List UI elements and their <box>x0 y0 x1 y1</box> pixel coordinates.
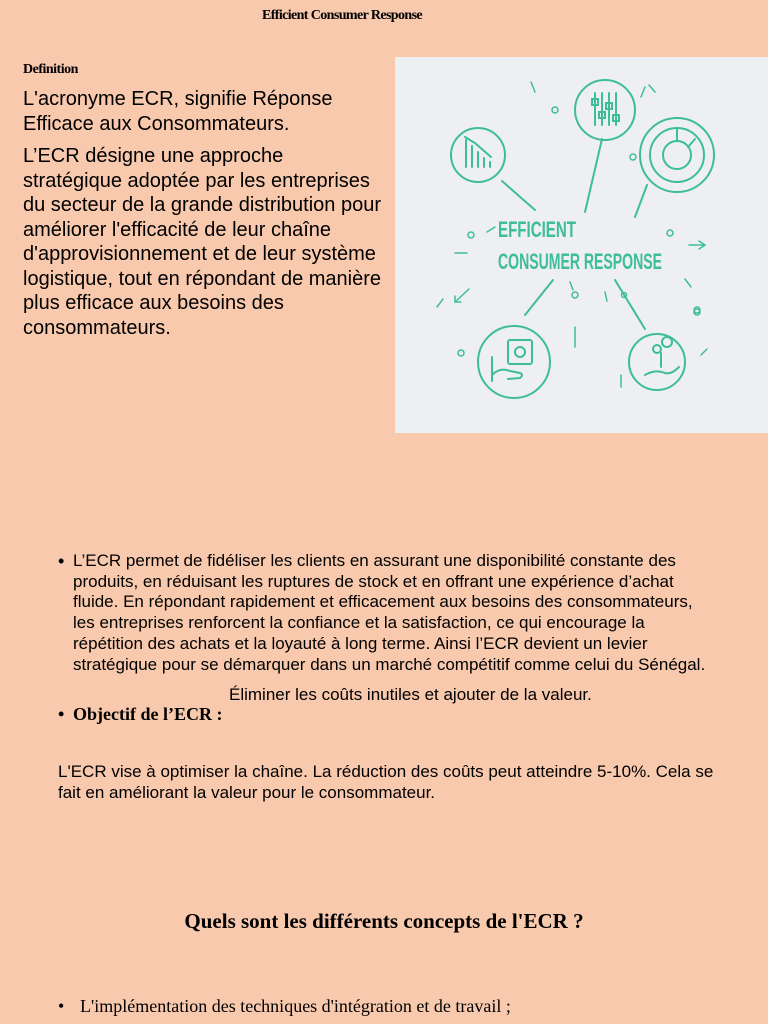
list-item <box>58 551 718 675</box>
bullet-marker: • <box>58 704 65 724</box>
illustration-line-2: CONSUMER RESPONSE <box>498 249 662 274</box>
concepts-heading: Quels sont les différents concepts de l'ECR ? <box>184 909 584 933</box>
definition-paragraph-2: L’ECR désigne une approche stratégique adoptée par les entreprises du secteur de la grande distribution pour améliorer l'efficacité de leur chaîne d'approvisionnement et de leur système logistique, tout en répondant de manière plus efficace aux besoins des consommateurs. <box>23 145 382 339</box>
connector-line <box>502 181 535 210</box>
concept-text: L'implémentation des techniques d'intégration et de travail ; <box>80 996 511 1016</box>
bullet-marker: • <box>58 996 65 1016</box>
bullet-marker: • <box>58 551 65 571</box>
ecr-illustration-svg <box>395 57 768 433</box>
definition-heading: Definition <box>23 62 78 77</box>
pie-chart-icon <box>640 118 714 192</box>
objective-heading: Objectif de l’ECR : <box>73 704 223 724</box>
objective-summary: Éliminer les coûts inutiles et ajouter de la valeur. <box>229 685 592 704</box>
list-item <box>58 996 718 1017</box>
connector-line <box>585 139 602 212</box>
bar-chart-icon <box>451 128 505 182</box>
sliders-icon <box>575 80 635 140</box>
connector-line <box>635 185 647 217</box>
payment-icon <box>478 326 550 398</box>
illustration-line-1: EFFICIENT <box>498 217 577 242</box>
ecr-illustration <box>395 57 768 433</box>
money-growth-icon <box>629 334 685 390</box>
connector-line <box>525 280 553 315</box>
definition-paragraph-1: L'acronyme ECR, signifie Réponse Efficace aux Consommateurs. <box>23 88 333 135</box>
bullet-text: L’ECR permet de fidéliser les clients en assurant une disponibilité constante des produits, en réduisant les ruptures de stock et en offrant une expérience d’achat fluide. En répondant rapidement et efficacement aux besoins des consommateurs, les entreprises renforcent la confiance et la satisfaction, ce qui encourage la répétition des achats et la loyauté à long terme. Ainsi l’ECR devient un levier stratégique pour se démarquer dans un marché compétitif comme celui du Sénégal. <box>73 551 706 674</box>
document-title: Efficient Consumer Response <box>261 8 423 23</box>
list-item <box>58 704 718 725</box>
objective-paragraph: L'ECR vise à optimiser la chaîne. La réduction des coûts peut atteindre 5-10%. Cela se fait en améliorant la valeur pour le consommateur. <box>58 762 714 802</box>
connector-line <box>615 280 645 329</box>
